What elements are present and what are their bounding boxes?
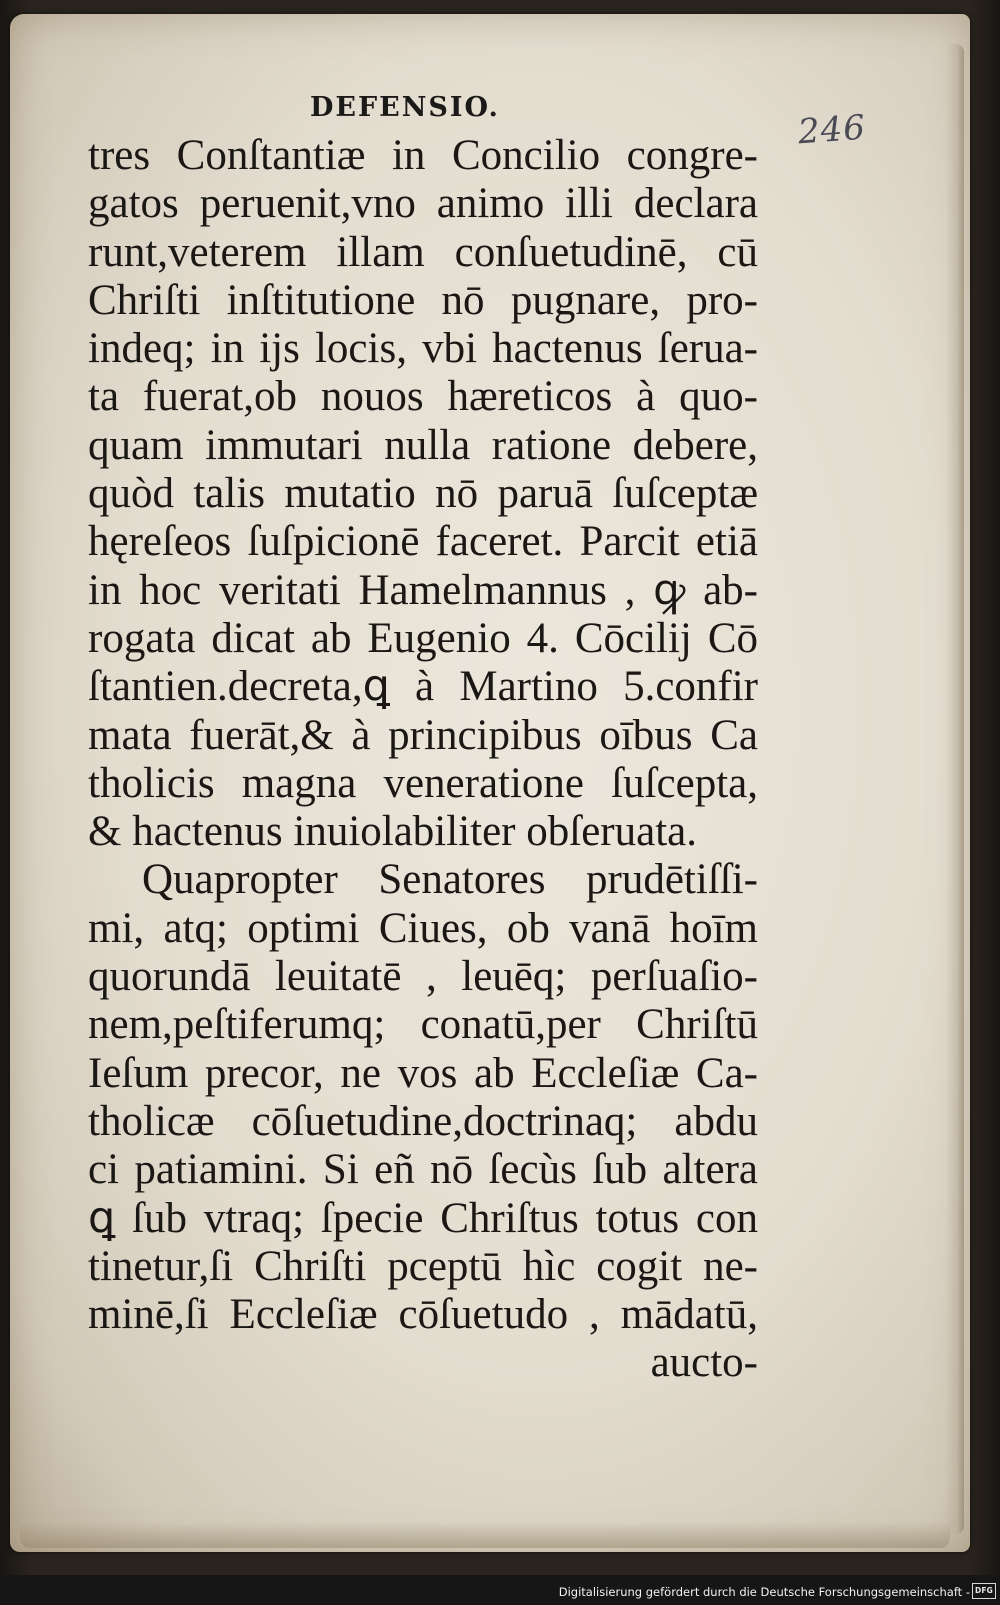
running-head: DEFENSIO.	[310, 92, 500, 123]
text-line: in hoc veritati Hamelmannus , ꝙ ab-	[88, 566, 758, 614]
text-line: tinetur,ſi Chriſti pceptū hìc cogit ne-	[88, 1242, 758, 1290]
text-line: ꝗ ſub vtraq; ſpecie Chriſtus totus con	[88, 1194, 758, 1242]
page-bottom-edge	[20, 1522, 950, 1548]
text-line: tres Conſtantiæ in Concilio congre-	[88, 132, 758, 179]
text-block	[88, 132, 758, 1388]
text-line: ci patiamini. Si eñ nō ſecùs ſub altera	[88, 1146, 758, 1194]
text-line: Ieſum precor, ne vos ab Eccleſiæ Ca-	[88, 1049, 758, 1097]
dfg-logo: DFG	[972, 1583, 996, 1599]
text-line: ta fuerat,ob nouos hæreticos à quo-	[88, 373, 758, 421]
text-line: mi, atq; optimi Ciues, ob vanā hoīm	[88, 904, 758, 952]
text-line: & hactenus inuiolabiliter obſeruata.	[88, 808, 697, 856]
footer-bar	[0, 1575, 1000, 1605]
text-line: minē,ſi Eccleſiæ cōſuetudo , mādatū,	[88, 1291, 758, 1339]
text-line: nem,peſtiferumq; conatū,per Chriſtū	[88, 1001, 758, 1049]
text-line: mata fuerāt,& à principibus oībus Ca	[88, 711, 758, 759]
text-line: ſtantien.decreta,ꝗ à Martino 5.confir	[88, 663, 758, 711]
text-line: runt,veterem illam conſuetudinē, cū	[88, 228, 758, 276]
text-line: tholicis magna veneratione ſuſcepta,	[88, 759, 758, 807]
text-line: Quapropter Senatores prudētiſſi-	[142, 856, 758, 904]
funding-credit: Digitalisierung gefördert durch die Deutsche Forschungsgemeinschaft -	[558, 1585, 970, 1599]
text-line: tholicæ cōſuetudine,doctrinaq; abdu	[88, 1097, 758, 1145]
text-line: quorundā leuitatē , leuēq; perſuaſio-	[88, 953, 758, 1001]
text-line: Chriſti inſtitutione nō pugnare, pro-	[88, 276, 758, 324]
text-line: hęreſeos ſuſpicionē faceret. Parcit etiā	[88, 518, 758, 566]
text-line: quam immutari nulla ratione debere,	[88, 421, 758, 469]
catchword: aucto-	[650, 1339, 758, 1387]
book-page	[10, 14, 970, 1552]
text-line: rogata dicat ab Eugenio 4. Cōcilij Cō	[88, 614, 758, 662]
text-line: indeq; in ijs locis, vbi hactenus ſerua-	[88, 325, 758, 373]
page-fore-edge	[946, 44, 964, 1534]
text-line: gatos peruenit,vno animo illi declara	[88, 180, 758, 228]
text-line: quòd talis mutatio nō paruā ſuſceptæ	[88, 470, 758, 518]
handwritten-folio-number: 246	[796, 107, 868, 153]
